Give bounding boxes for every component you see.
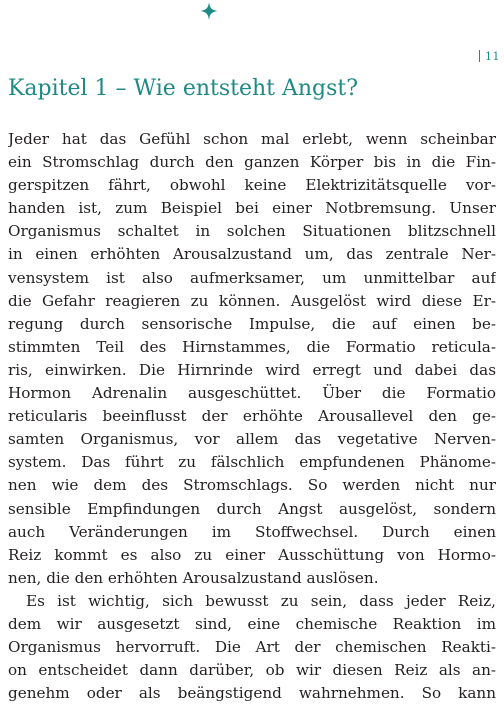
paragraph-1	[8, 128, 496, 590]
text-line: nen wie dem des Stromschlags. So werden nicht nur	[8, 476, 496, 495]
text-line: Jeder hat das Gefühl schon mal erlebt, wenn scheinbar	[8, 130, 496, 148]
text-line: gerspitzen fährt, obwohl keine Elektrizitätsquelle vor-	[8, 176, 496, 195]
chapter-title: Kapitel 1 – Wie entsteht Angst?	[8, 76, 359, 101]
text-line: ein Stromschlag durch den ganzen Körper bis in die Fin-	[8, 153, 496, 172]
text-line: vensystem ist also aufmerksamer, um unmittelbar auf	[8, 268, 496, 287]
text-line: nen, die den erhöhten Arousalzustand auslösen.	[8, 568, 379, 587]
text-line: Reiz kommt es also zu einer Ausschüttung von Hormo-	[8, 545, 496, 564]
text-line: dem wir ausgesetzt sind, eine chemische Reaktion im	[8, 614, 496, 633]
paragraph-2	[8, 590, 496, 705]
text-line: genehm oder als beängstigend wahrnehmen. So kann	[8, 684, 496, 703]
text-line: handen ist, zum Beispiel bei einer Notbremsung. Unser	[8, 199, 496, 218]
page-number-value: 11	[485, 50, 500, 63]
text-line: die Gefahr reagieren zu können. Ausgelöst wird diese Er-	[8, 291, 496, 310]
text-line: system. Das führt zu fälschlich empfundenen Phänome-	[8, 453, 496, 472]
text-line: Es ist wichtig, sich bewusst zu sein, dass jeder Reiz,	[26, 591, 496, 610]
text-line: samten Organismus, vor allem das vegetative Nerven-	[8, 430, 496, 449]
text-line: stimmten Teil des Hirnstammes, die Formatio reticula-	[8, 337, 496, 356]
text-line: ris, einwirken. Die Hirnrinde wird erregt und dabei das	[8, 360, 496, 379]
text-line: Organismus schaltet in solchen Situationen blitzschnell	[8, 222, 496, 241]
text-line: regung durch sensorische Impulse, die auf einen be-	[8, 314, 496, 333]
page-number-divider	[479, 50, 480, 62]
text-line: on entscheidet dann darüber, ob wir diesen Reiz als an-	[8, 661, 496, 680]
text-line: sensible Empfindungen durch Angst ausgelöst, sondern	[8, 499, 496, 518]
page-number	[479, 50, 500, 63]
text-line: Hormon Adrenalin ausgeschüttet. Über die Formatio	[8, 384, 496, 403]
body-text	[8, 128, 496, 705]
text-line: auch Veränderungen im Stoffwechsel. Durch einen	[8, 522, 496, 541]
text-line: Organismus hervorruft. Die Art der chemischen Reakti-	[8, 638, 496, 657]
four-point-star-icon	[200, 2, 218, 20]
text-line: reticularis beeinflusst der erhöhte Arousallevel den ge-	[8, 407, 496, 426]
text-line: in einen erhöhten Arousalzustand um, das zentrale Ner-	[8, 245, 496, 264]
